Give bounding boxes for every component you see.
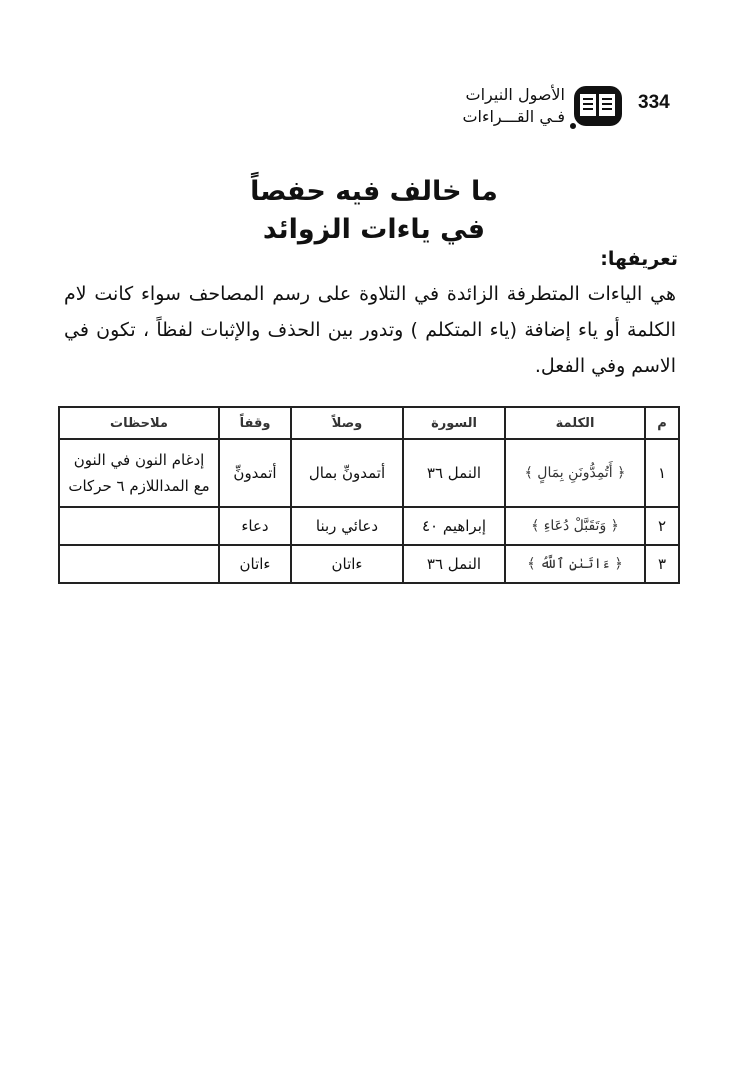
- table-row: [59, 439, 679, 507]
- row-word: ﴿ أَتُمِدُّونَنِ بِمَالٍ ﴾: [505, 439, 645, 507]
- header-word: الكلمة: [505, 407, 645, 439]
- page-header: [440, 80, 680, 136]
- row-index: ٢: [645, 507, 679, 545]
- book-title-line1: الأصول النيرات: [465, 85, 565, 104]
- header-wasl: وصلاً: [291, 407, 403, 439]
- header-waqf: وقفاً: [219, 407, 291, 439]
- row-surah: النمل ٣٦: [403, 439, 505, 507]
- row-waqf: أتمدونِّ: [219, 439, 291, 507]
- header-notes: ملاحظات: [59, 407, 219, 439]
- row-waqf: دعاء: [219, 507, 291, 545]
- row-waqf: ءاتان: [219, 545, 291, 583]
- row-index: ١: [645, 439, 679, 507]
- row-notes-line2: مع المداللازم ٦ حركات: [68, 477, 210, 495]
- header-surah: السورة: [403, 407, 505, 439]
- page-title-line2: في ياءات الزوائد: [262, 214, 486, 245]
- table-row: [59, 545, 679, 583]
- header-index: م: [645, 407, 679, 439]
- row-index: ٣: [645, 545, 679, 583]
- book-logo-icon: [570, 82, 626, 132]
- words-table: [58, 406, 680, 584]
- table-header-row: [59, 407, 679, 439]
- definition-heading: تعريفها:: [600, 248, 678, 270]
- row-surah: إبراهيم ٤٠: [403, 507, 505, 545]
- row-word: ﴿ ءَاتَىٰنِ ٱللَّهُ ﴾: [505, 545, 645, 583]
- definition-body: هي الياءات المتطرفة الزائدة في التلاوة على رسم المصاحف سواء كانت لام الكلمة أو ياء إضافة (ياء المتكلم ) وتدور بين الحذف والإثبات لفظاً ، تكون في الاسم وفي الفعل.: [64, 283, 676, 377]
- row-surah: النمل ٣٦: [403, 545, 505, 583]
- row-wasl: أتمدونِّ بمال: [291, 439, 403, 507]
- table-row: [59, 507, 679, 545]
- row-notes: [59, 545, 219, 583]
- row-notes-line1: إدغام النون في النون: [73, 451, 205, 469]
- page-title-line1: ما خالف فيه حفصاً: [250, 176, 498, 207]
- book-title-line2: فـي القـــراءات: [462, 107, 565, 126]
- row-notes: [59, 439, 219, 507]
- book-title: [462, 84, 565, 128]
- row-word: ﴿ وَتَقَبَّلْ دُعَاءِ ﴾: [505, 507, 645, 545]
- row-wasl: دعائي ربنا: [291, 507, 403, 545]
- page-number: 334: [638, 92, 670, 113]
- row-notes: [59, 507, 219, 545]
- row-wasl: ءاتان: [291, 545, 403, 583]
